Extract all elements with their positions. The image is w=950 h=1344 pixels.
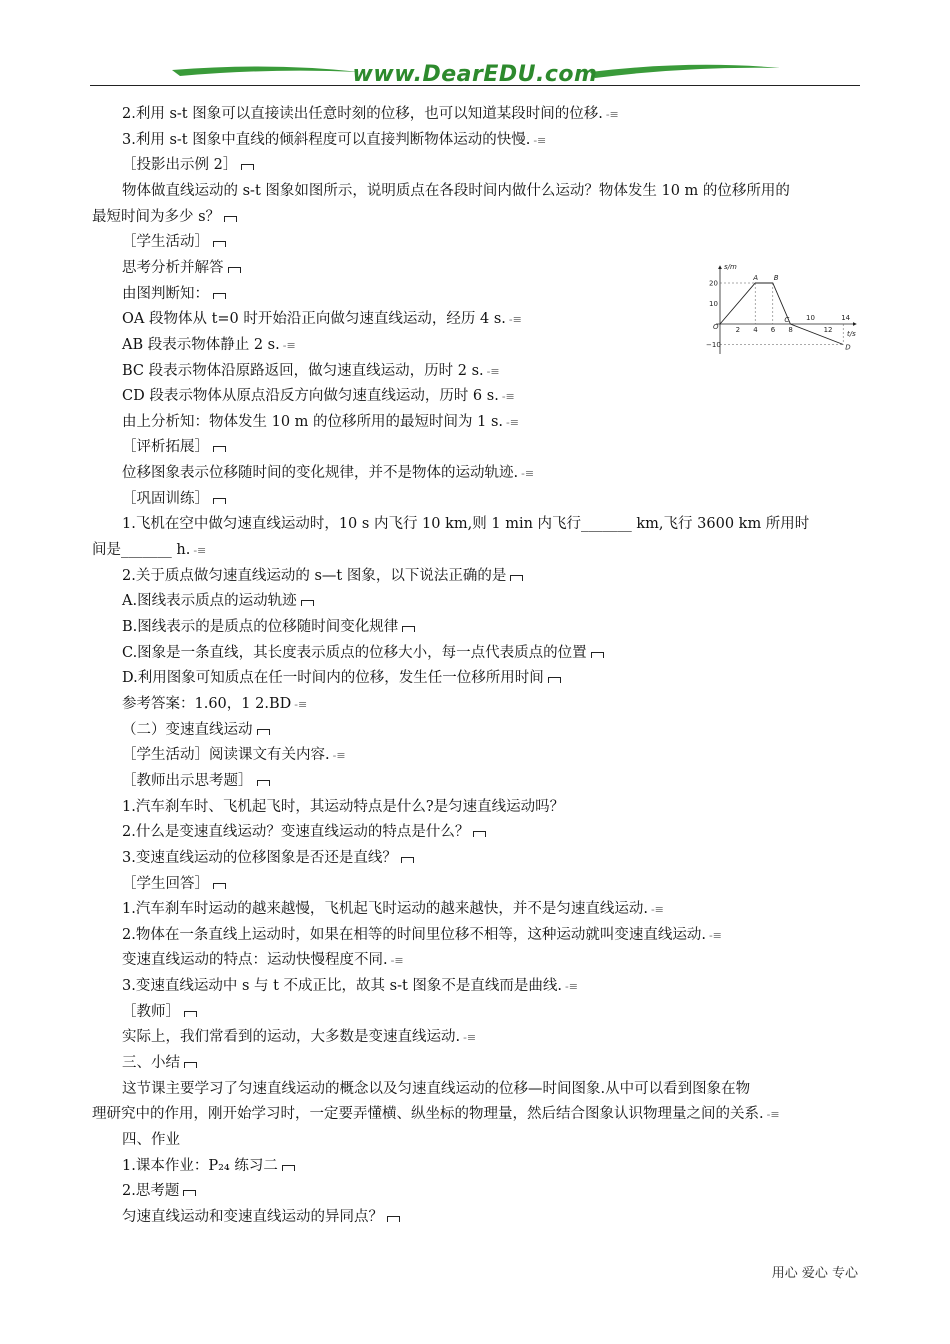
text-line	[122, 232, 226, 252]
line-text: ［投影出示例 2］	[122, 157, 238, 174]
text-line	[122, 463, 534, 484]
text-line	[122, 745, 346, 766]
text-line	[122, 566, 523, 586]
paragraph-mark-icon	[473, 831, 486, 837]
x-tick-label: 6	[770, 326, 776, 334]
line-end-mark: -≡	[565, 980, 578, 994]
text-line	[122, 591, 314, 611]
text-line	[122, 437, 226, 457]
header-rule	[90, 85, 860, 86]
line-end-mark: -≡	[506, 415, 519, 429]
text-line	[122, 284, 226, 304]
line-text: 这节课主要学习了匀速直线运动的概念以及匀速直线运动的位移—时间图象.从中可以看到图象在物	[122, 1080, 751, 1097]
line-end-mark: -≡	[501, 390, 515, 404]
text-line	[122, 130, 546, 151]
line-text: C.图象是一条直线，其长度表示质点的位移大小，每一点代表质点的位置	[122, 644, 587, 661]
paragraph-mark-icon	[213, 241, 226, 247]
line-text: 3.变速直线运动的位移图象是否还是直线？	[122, 849, 397, 866]
line-end-mark: -≡	[533, 133, 547, 147]
paragraph-mark-icon	[228, 267, 241, 273]
paragraph-mark-icon	[183, 1190, 196, 1196]
line-text: ［学生活动］阅读课文有关内容.	[122, 747, 330, 764]
text-line	[122, 976, 578, 997]
line-end-mark: -≡	[508, 313, 522, 327]
paragraph-mark-icon	[213, 883, 226, 889]
origin-label: O	[713, 323, 719, 331]
point-label-C: C	[784, 316, 790, 324]
text-line	[122, 668, 561, 688]
line-text: 匀速直线运动和变速直线运动的异同点？	[122, 1208, 383, 1225]
line-text: 3.利用 s-t 图象中直线的倾斜程度可以直接判断物体运动的快慢.	[122, 131, 531, 148]
paragraph-mark-icon	[213, 293, 226, 299]
line-text: 1.汽车刹车时、飞机起飞时，其运动特点是什么?是匀速直线运动吗？	[122, 798, 565, 815]
text-line	[122, 1181, 196, 1201]
text-line	[92, 1104, 780, 1125]
line-text: CD 段表示物体从原点沿反方向做匀速直线运动，历时 6 s.	[122, 388, 499, 405]
line-text: ［巩固训练］	[122, 490, 209, 507]
y-tick-label: 10	[709, 300, 718, 308]
line-end-mark: -≡	[605, 108, 619, 121]
line-text: ［学生回答］	[122, 875, 209, 892]
text-line	[92, 207, 237, 227]
point-label-B: B	[773, 274, 779, 282]
paragraph-mark-icon	[301, 600, 314, 606]
line-text: 3.变速直线运动中 s 与 t 不成正比，故其 s-t 图象不是直线而是曲线.	[122, 978, 563, 995]
line-text: D.利用图象可知质点在任一时间内的位移，发生任一位移所用时间	[122, 670, 544, 687]
text-line	[122, 104, 619, 125]
text-line	[122, 950, 404, 971]
line-text: 由上分析知：物体发生 10 m 的位移所用的最短时间为 1 s.	[122, 413, 504, 430]
line-end-mark: -≡	[650, 903, 664, 917]
line-text: AB 段表示物体静止 2 s.	[122, 336, 280, 353]
line-end-mark: -≡	[294, 697, 308, 711]
line-end-mark: -≡	[708, 928, 722, 942]
text-line	[122, 309, 522, 330]
text-line	[122, 848, 414, 868]
text-line	[122, 361, 500, 382]
text-line	[122, 720, 270, 740]
line-text: 物体做直线运动的 s-t 图象如图所示，说明质点在各段时间内做什么运动？物体发生 10 m 的位移所用的	[122, 182, 790, 199]
paragraph-mark-icon	[241, 164, 254, 170]
text-line	[122, 822, 486, 842]
paragraph-mark-icon	[224, 216, 237, 222]
line-text: 1.飞机在空中做匀速直线运动时，10 s 内飞行 10 km,则 1 min 内飞行_______ km,飞行 3600 km 所用时	[122, 516, 810, 533]
x-tick-label: 8	[788, 326, 793, 334]
line-text: OA 段物体从 t=0 时开始沿正向做匀速直线运动，经历 4 s.	[122, 311, 506, 328]
line-text: 位移图象表示位移随时间的变化规律，并不是物体的运动轨迹.	[122, 465, 519, 482]
line-text: ［教师］	[122, 1003, 180, 1020]
y-axis-label: s/m	[724, 263, 737, 271]
line-text: 2.关于质点做匀速直线运动的 s—t 图象，以下说法正确的是	[122, 567, 507, 584]
line-text: 变速直线运动的特点：运动快慢程度不同.	[122, 952, 388, 969]
line-text: 参考答案：1.60，1 2.BD	[122, 695, 292, 712]
text-line	[122, 412, 519, 433]
line-end-mark: -≡	[521, 467, 535, 481]
line-text: 2.物体在一条直线上运动时，如果在相等的时间里位移不相等，这种运动就叫变速直线运动.	[122, 926, 706, 943]
line-text: 2.什么是变速直线运动？变速直线运动的特点是什么？	[122, 824, 470, 841]
y-tick-label: −10	[706, 341, 721, 349]
line-text: 间是_______ h.	[92, 542, 191, 559]
text-line	[122, 386, 515, 407]
text-line	[122, 1207, 400, 1227]
line-text: 实际上，我们常看到的运动，大多数是变速直线运动.	[122, 1029, 461, 1046]
line-text: 2.利用 s-t 图象可以直接读出任意时刻的位移，也可以知道某段时间的位移.	[122, 106, 603, 122]
line-end-mark: -≡	[193, 544, 207, 558]
line-text: 1.汽车刹车时运动的越来越慢，飞机起飞时运动的越来越快，并不是匀速直线运动.	[122, 901, 648, 918]
text-line	[122, 181, 790, 201]
line-text: 四、作业	[122, 1132, 180, 1148]
line-end-mark: -≡	[766, 1108, 780, 1122]
x-tick-label: 12	[823, 326, 833, 334]
s-t-line	[720, 283, 843, 345]
line-text: 由图判断知：	[122, 285, 209, 302]
text-line	[122, 155, 254, 175]
line-text: 最短时间为多少 s？	[92, 208, 221, 225]
text-line	[122, 1130, 180, 1150]
line-end-mark: -≡	[390, 954, 404, 968]
x-tick-label: 4	[753, 326, 758, 334]
footer-slogan: 用心 爱心 专心	[771, 1266, 858, 1281]
line-text: 思考分析并解答	[122, 259, 224, 276]
paragraph-mark-icon	[184, 1062, 197, 1068]
text-line	[122, 617, 415, 637]
line-text: （二）变速直线运动	[122, 721, 253, 738]
text-line	[122, 874, 226, 894]
line-text: ［评析拓展］	[122, 439, 209, 456]
paragraph-mark-icon	[401, 857, 414, 863]
line-end-mark: -≡	[463, 1031, 477, 1045]
point-label-A: A	[753, 274, 758, 282]
paragraph-mark-icon	[213, 498, 226, 504]
line-end-mark: -≡	[282, 338, 296, 352]
line-text: 2.思考题	[122, 1183, 180, 1200]
text-line	[122, 1002, 197, 1022]
line-text: 1.课本作业：P₂₄ 练习二	[122, 1157, 278, 1174]
text-line	[122, 797, 564, 817]
paragraph-mark-icon	[257, 729, 270, 735]
paragraph-mark-icon	[591, 652, 604, 658]
text-line	[122, 1079, 750, 1099]
text-line	[122, 1053, 197, 1073]
x-axis-label: t/s	[847, 330, 856, 338]
x-tick-label: 2	[735, 326, 741, 334]
line-text: 三、小结	[122, 1055, 180, 1072]
line-text: BC 段表示物体沿原路返回，做匀速直线运动，历时 2 s.	[122, 362, 484, 379]
x-tick-label: 10	[806, 314, 815, 322]
paragraph-mark-icon	[213, 446, 226, 452]
text-line	[122, 335, 296, 356]
paragraph-mark-icon	[548, 677, 561, 683]
line-text: B.图线表示的是质点的位移随时间变化规律	[122, 619, 399, 635]
text-line	[122, 925, 722, 946]
text-line	[122, 643, 604, 663]
paragraph-mark-icon	[257, 780, 270, 786]
paragraph-mark-icon	[387, 1216, 400, 1222]
site-header	[90, 58, 860, 92]
text-line	[122, 1027, 476, 1048]
text-line	[122, 899, 664, 920]
text-line	[122, 489, 226, 509]
site-url-logo: www.DearEDU.com	[352, 62, 598, 87]
text-line	[122, 514, 809, 534]
text-line	[122, 1156, 295, 1176]
line-end-mark: -≡	[486, 364, 500, 378]
text-line	[122, 258, 241, 278]
line-text: 理研究中的作用，刚开始学习时，一定要弄懂横、纵坐标的物理量，然后结合图象认识物理量之间的关系.	[92, 1106, 764, 1123]
paragraph-mark-icon	[402, 626, 415, 632]
s-t-graph	[700, 262, 860, 358]
line-text: A.图线表示质点的运动轨迹	[122, 593, 297, 610]
text-line	[92, 540, 206, 561]
paragraph-mark-icon	[510, 575, 523, 581]
paragraph-mark-icon	[282, 1165, 295, 1171]
line-text: ［教师出示思考题］	[122, 772, 253, 789]
line-end-mark: -≡	[332, 749, 346, 763]
point-label-D: D	[845, 343, 851, 352]
line-text: ［学生活动］	[122, 234, 209, 251]
x-tick-label: 14	[841, 314, 851, 322]
text-line	[122, 694, 307, 715]
y-tick-label: 20	[709, 279, 718, 288]
paragraph-mark-icon	[184, 1011, 197, 1017]
text-line	[122, 771, 270, 791]
